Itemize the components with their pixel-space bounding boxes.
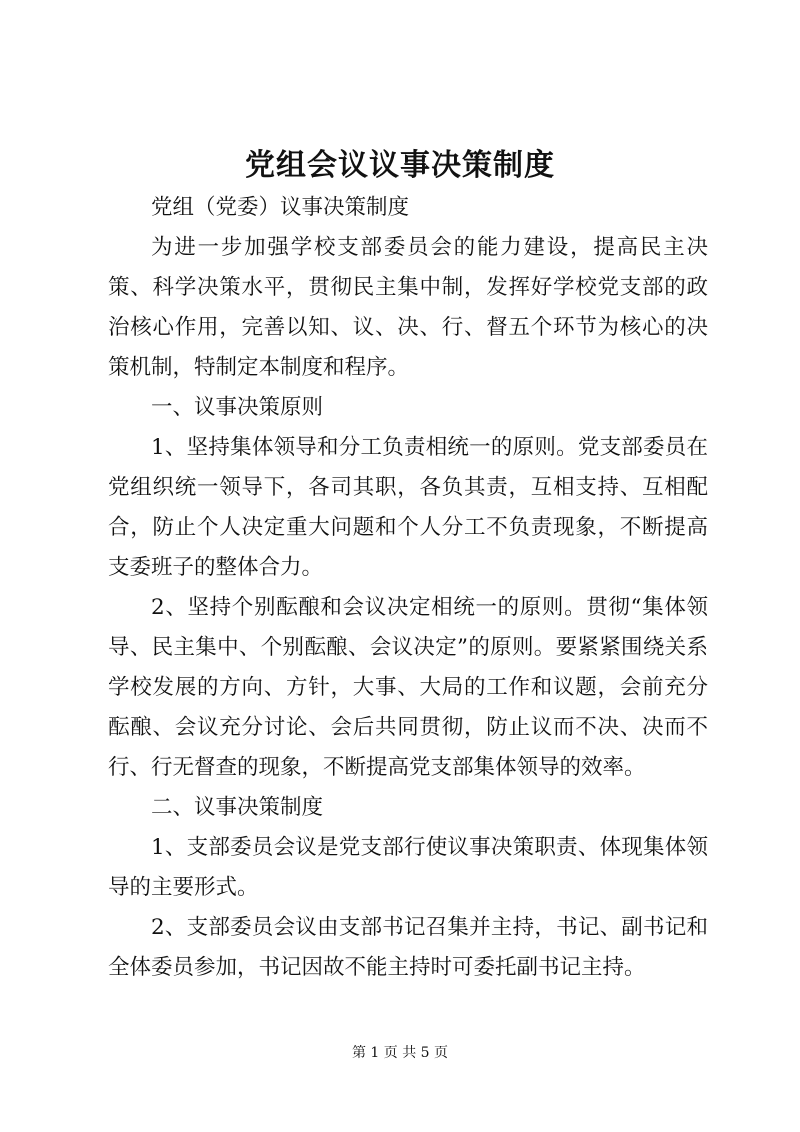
document-title: 党组会议议事决策制度 <box>245 148 555 183</box>
paragraph-system-1: 1、支部委员会议是党支部行使议事决策职责、体现集体领导的主要形式。 <box>108 835 708 900</box>
section-heading-system: 二、议事决策制度 <box>151 795 324 820</box>
paragraph-principle-2: 2、坚持个别酝酿和会议决定相统一的原则。贯彻“集体领导、民主集中、个别酝酿、会议决定”的原则。要紧紧围绕关系学校发展的方向、方针，大事、大局的工作和议题，会前充分酝酿、会议充分讨论、会后共同贯彻，防止议而不决、决而不行、行无督查的现象，不断提高党支部集体领导的效率。 <box>108 595 708 780</box>
paragraph-intro: 为进一步加强学校支部委员会的能力建设，提高民主决策、科学决策水平，贯彻民主集中制，发挥好学校党支部的政治核心作用，完善以知、议、决、行、督五个环节为核心的决策机制，特制定本制度和程序。 <box>108 235 708 380</box>
page-footer: 第 1 页 共 5 页 <box>351 1045 449 1061</box>
paragraph-system-2: 2、支部委员会议由支部书记召集并主持，书记、副书记和全体委员参加，书记因故不能主持时可委托副书记主持。 <box>108 915 708 980</box>
section-heading-principles: 一、议事决策原则 <box>151 395 324 420</box>
paragraph-principle-1: 1、坚持集体领导和分工负责相统一的原则。党支部委员在党组织统一领导下，各司其职，各负其责，互相支持、互相配合，防止个人决定重大问题和个人分工不负责现象，不断提高支委班子的整体合力。 <box>108 435 708 580</box>
paragraph-subtitle: 党组（党委）议事决策制度 <box>151 195 410 220</box>
document-body <box>108 188 708 988</box>
